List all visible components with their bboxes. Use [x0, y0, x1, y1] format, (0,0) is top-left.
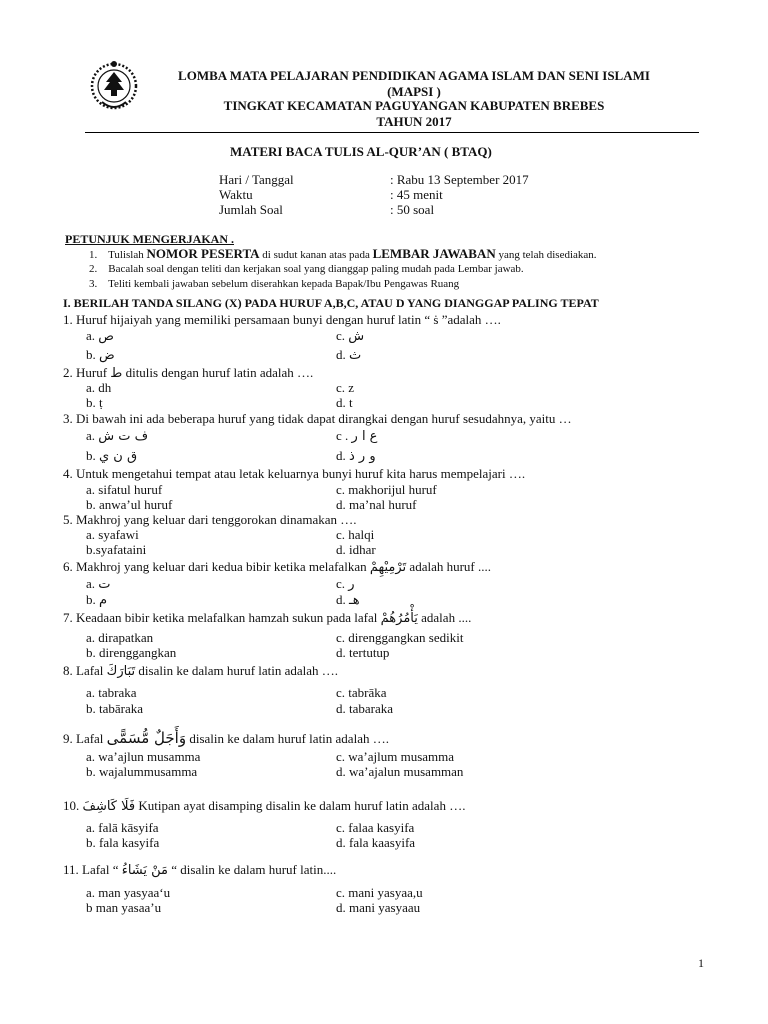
question-6 [63, 559, 491, 575]
option-arabic: ث [349, 348, 362, 363]
q7-option-b[interactable]: b. direnggangkan [86, 645, 177, 660]
question-8 [63, 663, 338, 679]
option-arabic: ص [98, 329, 114, 344]
info-value-count: : 50 soal [390, 202, 435, 217]
q11-option-a[interactable]: a. man yasyaa‘u [86, 885, 171, 900]
question-4: 4. Untuk mengetahui tempat atau letak keluarnya bunyi huruf kita harus mempelajari …. [63, 466, 526, 481]
question-1: 1. Huruf hijaiyah yang memiliki persamaan bunyi dengan huruf latin “ ṡ ”adalah …. [63, 312, 501, 327]
info-label-count: Jumlah Soal [219, 202, 283, 217]
option-arabic: ت [98, 577, 111, 592]
question-text: 9. Lafal [63, 731, 107, 746]
question-7 [63, 610, 471, 626]
q8-option-a[interactable]: a. tabraka [86, 685, 137, 700]
header-line-4: TAHUN 2017 [376, 114, 452, 129]
question-arabic: فَلَا كَاشِفَ [82, 799, 136, 814]
q10-option-a[interactable]: a. falā kāsyifa [86, 820, 159, 835]
instruction-text: Tulislah [108, 249, 147, 261]
q5-option-a[interactable]: a. syafawi [86, 527, 139, 542]
question-text: 8. Lafal [63, 663, 107, 678]
question-text: adalah huruf .... [406, 559, 492, 574]
instruction-number: 1. [89, 249, 98, 261]
question-arabic: يَأْمُرُهُمْ [380, 611, 418, 626]
question-text: ditulis dengan huruf latin adalah …. [122, 365, 314, 380]
option-arabic: ع ا ر [351, 429, 378, 444]
question-text: 6. Makhroj yang keluar dari kedua bibir ketika melafalkan [63, 559, 370, 574]
q5-option-d[interactable]: d. idhar [336, 542, 376, 557]
q10-option-d[interactable]: d. fala kaasyifa [336, 835, 416, 850]
q11-option-c[interactable]: c. mani yasyaa,u [336, 885, 423, 900]
q9-option-d[interactable]: d. wa’ajalun musamman [336, 764, 464, 779]
question-3: 3. Di bawah ini ada beberapa huruf yang tidak dapat dirangkai dengan huruf sesudahnya, yaitu … [63, 411, 572, 426]
q2-option-a[interactable]: a. dh [86, 380, 112, 395]
q7-option-a[interactable]: a. dirapatkan [86, 630, 154, 645]
instruction-number: 2. [89, 263, 98, 275]
q8-option-c[interactable]: c. tabrāka [336, 685, 387, 700]
instructions-heading: PETUNJUK MENGERJAKAN . [65, 232, 235, 246]
header-line-2: (MAPSI ) [387, 84, 441, 99]
section-heading: I. BERILAH TANDA SILANG (X) PADA HURUF A,B,C, ATAU D YANG DIANGGAP PALING TEPAT [63, 296, 599, 310]
q11-option-b[interactable]: b man yasaa’u [86, 900, 162, 915]
question-text: adalah .... [417, 610, 472, 625]
question-text: 11. Lafal “ [63, 862, 122, 877]
q9-option-a[interactable]: a. wa’ajlun musamma [86, 749, 201, 764]
option-arabic: هـ [349, 593, 360, 608]
option-letter: d. [336, 347, 346, 362]
option-letter: a. [86, 576, 96, 591]
question-9 [63, 729, 389, 747]
info-label-date: Hari / Tanggal [219, 172, 294, 187]
instruction-bold: NOMOR PESERTA [146, 246, 260, 261]
option-letter: d. [336, 592, 346, 607]
question-text: 10. [63, 798, 83, 813]
option-letter: d. [336, 448, 346, 463]
info-value-date: : Rabu 13 September 2017 [390, 172, 529, 187]
q7-option-d[interactable]: d. tertutup [336, 645, 390, 660]
option-letter: a. [86, 428, 96, 443]
question-text: 7. Keadaan bibir ketika melafalkan hamzah sukun pada lafal [63, 610, 381, 625]
option-arabic: ف ت ش [98, 429, 149, 444]
question-text: Kutipan ayat disamping disalin ke dalam huruf latin adalah …. [135, 798, 466, 813]
q2-option-d[interactable]: d. t [336, 395, 353, 410]
instruction-text: di sudut kanan atas pada [259, 249, 373, 261]
q2-option-c[interactable]: c. z [336, 380, 355, 395]
instruction-2 [89, 263, 524, 275]
q4-option-a[interactable]: a. sifatul huruf [86, 482, 163, 497]
q4-option-c[interactable]: c. makhorijul huruf [336, 482, 437, 497]
option-letter: c. [336, 328, 346, 343]
question-5: 5. Makhroj yang keluar dari tenggorokan dinamakan …. [63, 512, 357, 527]
page-number: 1 [698, 956, 704, 970]
question-arabic: وَأَجَلٌ مُّسَمًّى [106, 729, 187, 747]
option-arabic: ش [348, 329, 365, 344]
q6-option-a[interactable] [86, 576, 111, 592]
info-value-time: : 45 menit [390, 187, 443, 202]
q1-option-a[interactable] [86, 328, 114, 344]
q5-option-c[interactable]: c. halqi [336, 527, 375, 542]
info-label-time: Waktu [219, 187, 253, 202]
instruction-text: yang telah disediakan. [495, 249, 597, 261]
option-letter: b. [86, 448, 96, 463]
header-line-3: TINGKAT KECAMATAN PAGUYANGAN KABUPATEN BREBES [223, 98, 605, 113]
q1-option-d[interactable] [336, 347, 361, 363]
q3-option-c[interactable] [336, 428, 377, 444]
instruction-3 [89, 278, 459, 290]
q4-option-b[interactable]: b. anwa’ul huruf [86, 497, 173, 512]
instruction-text: Teliti kembali jawaban sebelum diserahkan kepada Bapak/Ibu Pengawas Ruang [108, 278, 460, 290]
option-letter: a. [86, 328, 96, 343]
q2-option-b[interactable]: b. ṭ [86, 395, 103, 410]
option-arabic: ض [99, 348, 115, 363]
instruction-text: Bacalah soal dengan teliti dan kerjakan soal yang dianggap paling mudah pada Lembar jawab. [108, 263, 524, 275]
q6-option-c[interactable] [336, 576, 355, 592]
q5-option-b[interactable]: b.syafataini [86, 542, 147, 557]
option-arabic: م [99, 593, 108, 608]
page-title: MATERI BACA TULIS AL-QUR’AN ( BTAQ) [230, 144, 492, 159]
q11-option-d[interactable]: d. mani yasyaau [336, 900, 421, 915]
q10-option-c[interactable]: c. falaa kasyifa [336, 820, 415, 835]
q1-option-c[interactable] [336, 328, 364, 344]
question-arabic: تَرْمِيْهِمْ [369, 560, 407, 575]
q1-option-b[interactable] [86, 347, 115, 363]
question-arabic: مَنْ يَشَاءُ [121, 863, 168, 878]
option-arabic: ق ن ي [99, 449, 138, 464]
instruction-1 [89, 246, 597, 262]
option-arabic: ر [348, 577, 355, 592]
q3-option-b[interactable] [86, 448, 137, 464]
q9-option-c[interactable]: c. wa’ajlum musamma [336, 749, 455, 764]
q7-option-c[interactable]: c. direnggangkan sedikit [336, 630, 464, 645]
question-10 [63, 798, 465, 814]
q9-option-b[interactable]: b. wajalummusamma [86, 764, 198, 779]
header-line-1: LOMBA MATA PELAJARAN PENDIDIKAN AGAMA ISLAM DAN SENI ISLAMI [178, 68, 650, 83]
q3-option-a[interactable] [86, 428, 148, 444]
instruction-number: 3. [89, 278, 98, 290]
option-letter: b. [86, 347, 96, 362]
question-2 [63, 365, 313, 381]
question-text: disalin ke dalam huruf latin adalah …. [186, 731, 389, 746]
header-divider [85, 132, 699, 133]
question-text: disalin ke dalam huruf latin adalah …. [135, 663, 339, 678]
q8-option-d[interactable]: d. tabaraka [336, 701, 394, 716]
q4-option-d[interactable]: d. ma’nal huruf [336, 497, 417, 512]
q6-option-b[interactable] [86, 592, 107, 608]
q3-option-d[interactable] [336, 448, 376, 464]
q10-option-b[interactable]: b. fala kasyifa [86, 835, 160, 850]
q6-option-d[interactable] [336, 592, 360, 608]
option-arabic: و ر ذ [349, 449, 376, 464]
question-arabic: ط [110, 366, 123, 381]
question-arabic: تَبَارَكَ [106, 664, 136, 679]
option-letter: c . [336, 428, 349, 443]
option-letter: b. [86, 592, 96, 607]
question-text: “ disalin ke dalam huruf latin.... [168, 862, 337, 877]
question-11 [63, 862, 336, 878]
q8-option-b[interactable]: b. tabāraka [86, 701, 144, 716]
question-text: 2. Huruf [63, 365, 111, 380]
instruction-bold: LEMBAR JAWABAN [372, 246, 496, 261]
option-letter: c. [336, 576, 346, 591]
